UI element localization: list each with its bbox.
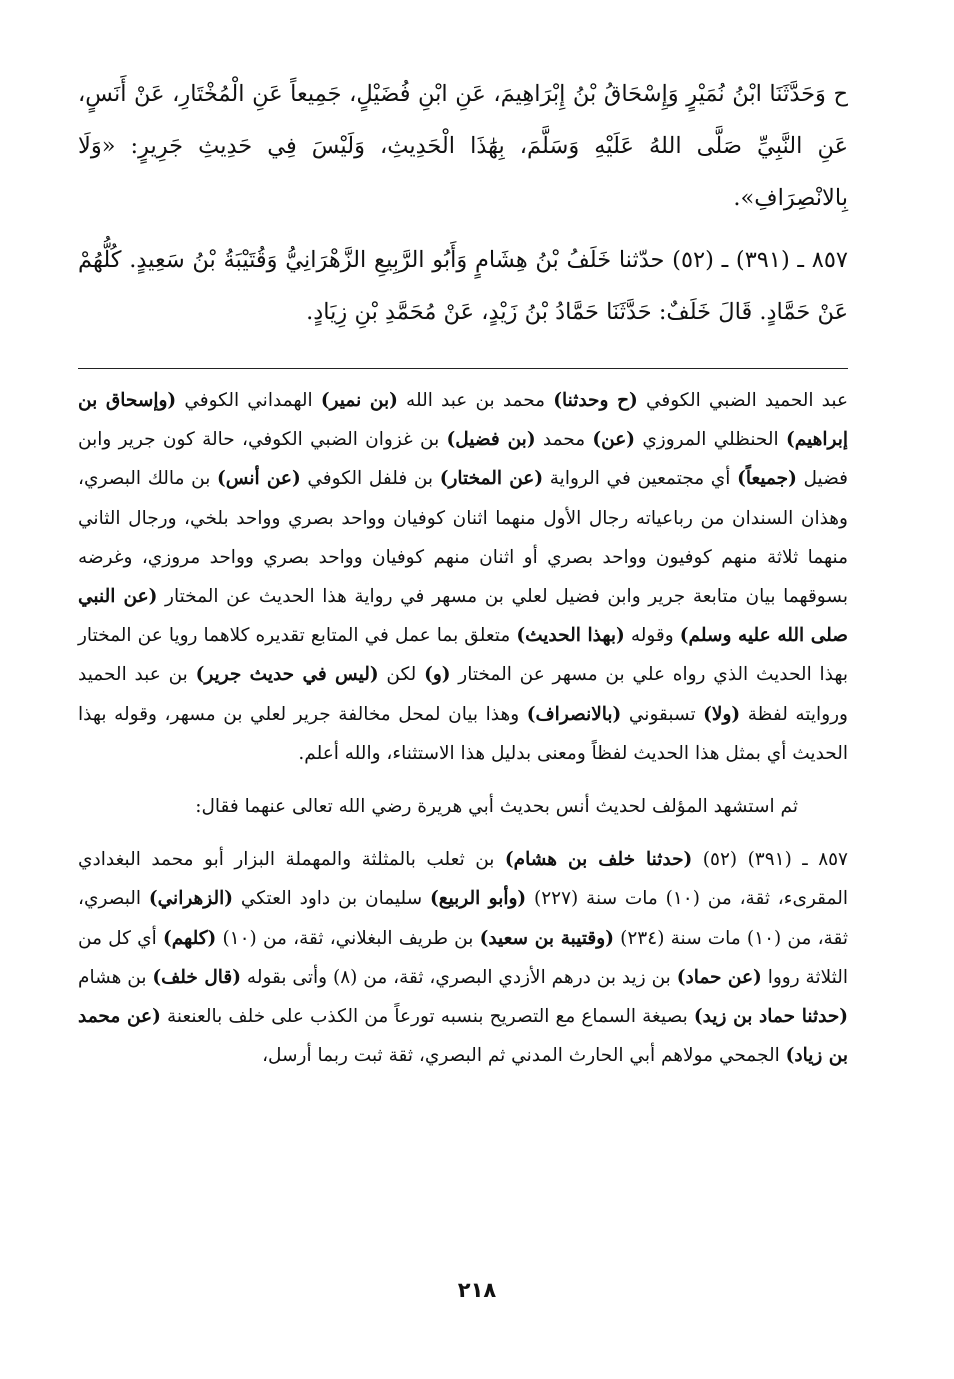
bold-citation: (وأبو الربيع)	[429, 888, 527, 910]
bold-citation: (عن النبي صلى الله عليه وسلم)	[78, 586, 849, 647]
commentary-text: أي كل من الثلاثة رووا	[78, 927, 849, 988]
bold-citation: (ولا)	[703, 703, 741, 725]
commentary-text: بن مالك البصري، وهذان السندان من رباعياته رجال الأول منهما اثنان كوفيان وواحد بصري وواحد بلخي، ورجال الثاني منهما ثلاثة منهم كوفيون وواحد بصري أو اثنان منهم كوفيان وواحد بصري وواحد مروزي، وغرضه بسوقهما بيان متابعة جرير وابن فضيل لعلي بن مسهر في رواية هذا الحديث عن المختار	[78, 468, 849, 608]
commentary-text: بن غزوان الضبي الكوفي، حالة كون جرير وابن فضيل	[78, 429, 848, 490]
bold-citation: (جميعاً)	[737, 468, 797, 490]
bold-citation: (وقتيبة بن سعيد)	[479, 927, 614, 949]
page-content	[78, 68, 848, 1075]
bold-citation: (عن حماد)	[676, 966, 762, 988]
page-number: ٢١٨	[457, 1278, 497, 1302]
commentary-text: بن ثعلب بالمثلثة والمهملة البزار أبو محمد البغدادي المقرىء، ثقة، من (١٠) مات سنة (٢٢٧)	[78, 849, 848, 910]
bold-citation: (بالانصراف)	[526, 703, 622, 725]
bold-citation: (و)	[424, 664, 451, 686]
commentary-paragraph-2	[78, 787, 848, 826]
commentary-text: تسبقوني	[621, 703, 704, 725]
commentary-text: لكن	[378, 664, 425, 686]
commentary-text: محمد	[535, 429, 593, 451]
commentary-text: الحنظلي المروزي	[635, 429, 786, 451]
footnote-divider	[78, 368, 848, 369]
bold-citation: (بن نمير)	[320, 390, 398, 411]
commentary-text: الجمحي مولاهم أبي الحارث المدني ثم البصري، ثقة ثبت ربما أرسل،	[262, 1045, 786, 1067]
bold-citation: (عن)	[592, 429, 636, 451]
commentary-text: وهذا بيان لمحل مخالفة جرير لعلي بن مسهر، وقوله بهذا الحديث أي بمثل هذا الحديث لفظاً ومعنى بدليل هذا الاستثناء، والله أعلم.	[78, 703, 848, 764]
bold-citation: (بن فضيل)	[446, 429, 536, 451]
commentary-text: البصري، ثقة، من (١٠) مات سنة (٢٣٤)	[78, 888, 848, 949]
commentary-text: أي مجتمعين في الرواية	[543, 468, 738, 490]
commentary-text: بن هشام	[78, 966, 153, 988]
bold-citation: (ح وحدثنا)	[553, 390, 638, 411]
commentary-text: محمد بن عبد الله	[397, 390, 554, 411]
commentary-text: عبد الحميد الضبي الكوفي	[637, 390, 849, 411]
commentary-text: ثم استشهد المؤلف لحديث أنس بحديث أبي هريرة رضي الله تعالى عنهما فقال:	[195, 796, 798, 818]
commentary-text: سليمان بن داود العتكي	[233, 888, 430, 910]
bold-citation: (حدثنا حماد بن زيد)	[693, 1006, 849, 1028]
commentary-text: بن طريف البغلاني، ثقة، من (١٠)	[216, 927, 480, 949]
bold-citation: (بهذا الحديث)	[516, 625, 625, 647]
bold-citation: (كلهم)	[162, 927, 217, 949]
commentary-text: الهمداني الكوفي	[176, 390, 321, 411]
bold-citation: (ليس في حديث جرير)	[195, 664, 379, 686]
commentary-text: بصيغة السماع مع التصريح بنسبه تورعاً من الكذب على خلف بالعنعنة	[160, 1006, 694, 1028]
commentary-text: بن زيد بن درهم الأزدي البصري، ثقة، من (٨) وأتى بقوله	[241, 966, 677, 988]
commentary-text: وقوله	[624, 625, 680, 647]
commentary-text: بن فلفل الكوفي	[300, 468, 440, 490]
bold-citation: (قال خلف)	[152, 966, 241, 988]
commentary-paragraph-3	[78, 840, 848, 1075]
commentary-text: بن عبد الحميد وروايته لفظة	[78, 664, 848, 725]
bold-citation: (حدثنا خلف بن هشام)	[504, 849, 693, 871]
bold-citation: (الزهراني)	[148, 888, 234, 910]
bold-citation: (عن محمد بن زياد)	[78, 1006, 848, 1067]
commentary-paragraph-1	[78, 381, 848, 773]
hadith-text-paragraph-2: ٨٥٧ ـ (٣٩١) ـ (٥٢) حدّثنا خَلَفُ بْنُ هِشَامٍ وَأَبُو الرَّبِيعِ الزَّهْرَانِيُّ وَقُتَيْبَةُ بْنُ سَعِيدٍ. كُلُّهُمْ عَنْ حَمَّادٍ. قَالَ خَلَفٌ: حَدَّثَنَا حَمَّادُ بْنُ زَيْدٍ، عَنْ مُحَمَّدِ بْنِ زِيَادٍ.	[78, 247, 848, 325]
bold-citation: (عن أنس)	[217, 468, 301, 490]
commentary-text: متعلق بما عمل في المتابع تقديره كلاهما رويا عن المختار بهذا الحديث الذي رواه علي بن مسهر عن المختار	[78, 625, 848, 686]
hadith-text-paragraph-1: ح وَحَدَّثَنَا ابْنُ نُمَيْرٍ وَإِسْحَاقُ بْنُ إِبْرَاهِيمَ، عَنِ ابْنِ فُضَيْلٍ، جَمِيعاً عَنِ الْمُخْتَارِ، عَنْ أَنَسٍ، عَنِ النَّبِيِّ صَلَّى اللهُ عَلَيْهِ وَسَلَّمَ، بِهَٰذَا الْحَدِيثِ، وَلَيْسَ فِي حَدِيثِ جَرِيرٍ: «وَلَا بِالانْصِرَافِ».	[78, 81, 848, 211]
bold-citation: (وإسحاق بن إبراهيم)	[78, 390, 848, 451]
commentary-text: ٨٥٧ ـ (٣٩١) (٥٢)	[692, 849, 848, 871]
bold-citation: (عن المختار)	[439, 468, 544, 490]
